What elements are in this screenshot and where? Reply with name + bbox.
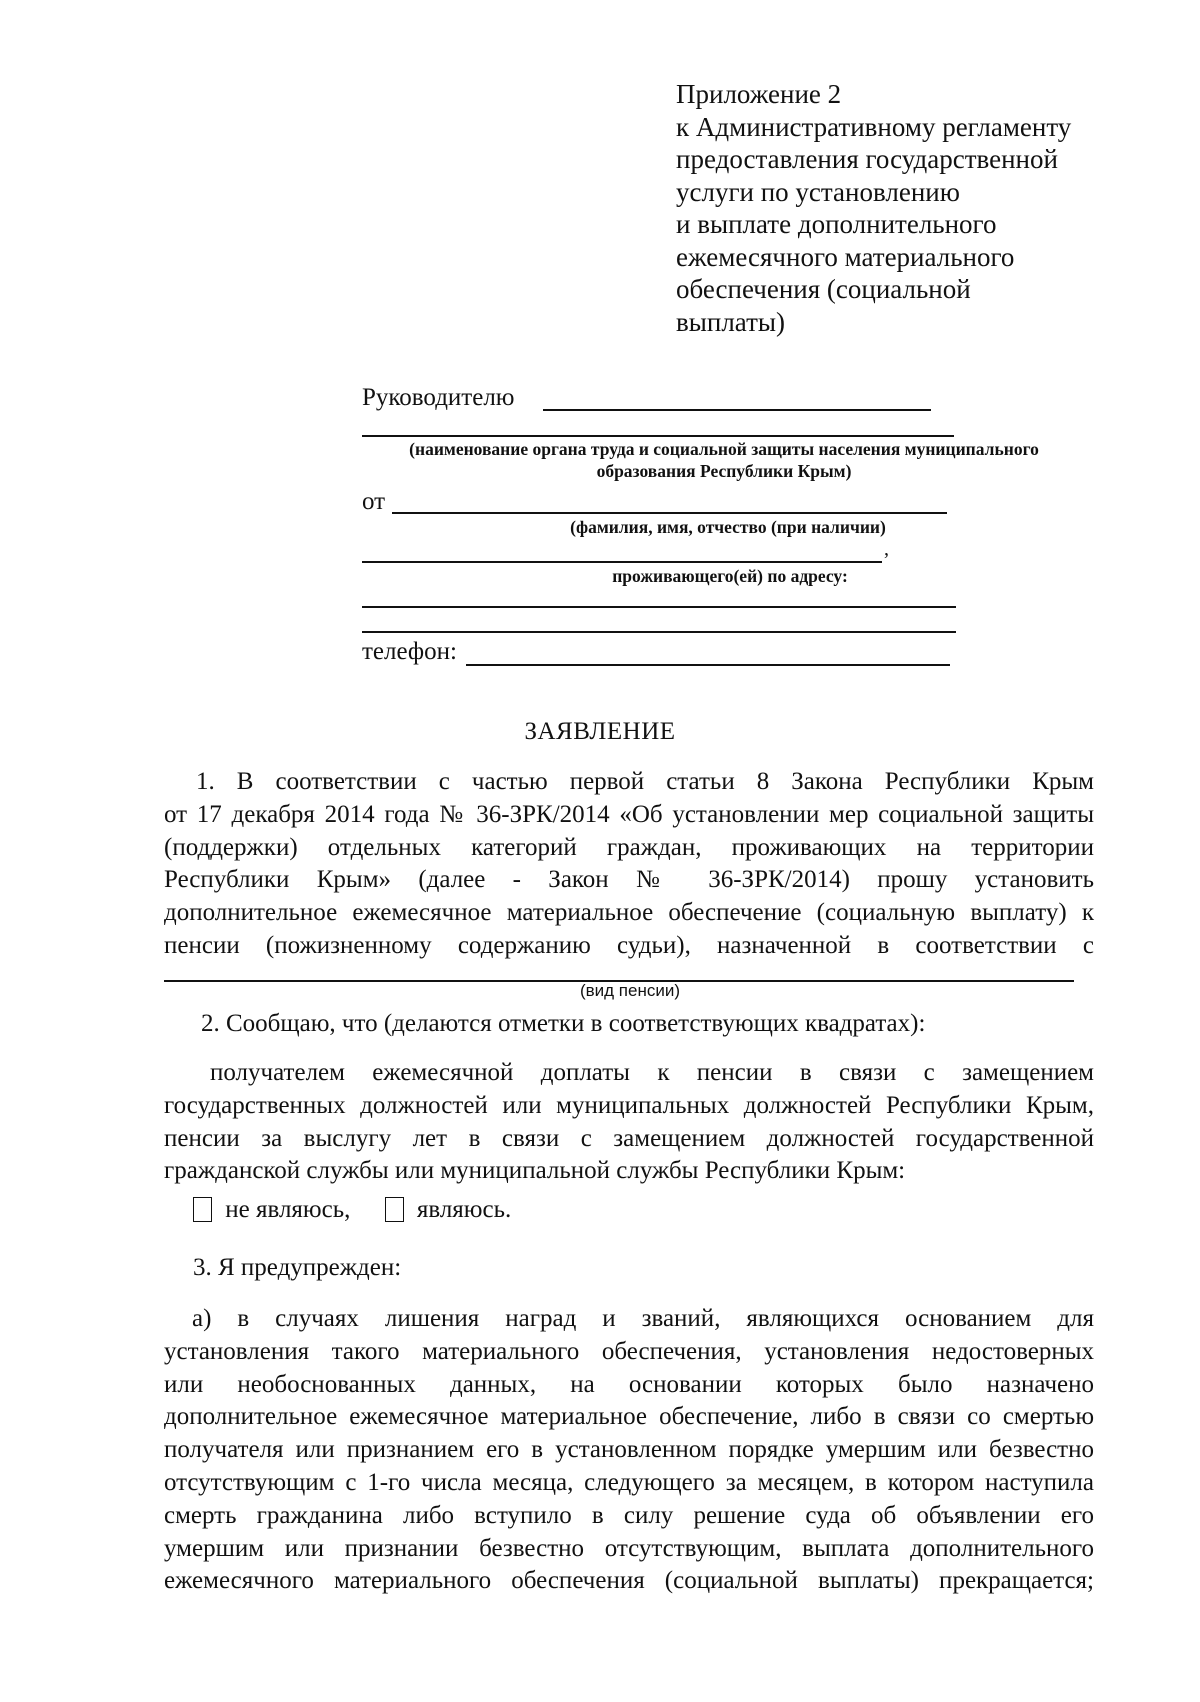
- paragraph-line: пенсии за выслугу лет в связи с замещением должностей государственной: [164, 1124, 1094, 1152]
- name-line-2[interactable]: [362, 561, 882, 563]
- paragraph-3-intro: 3. Я предупрежден:: [193, 1254, 402, 1281]
- paragraph-2-intro: 2. Сообщаю, что (делаются отметки в соответствующих квадратах):: [201, 1010, 926, 1037]
- appendix-line: обеспечения (социальной: [676, 274, 971, 304]
- appendix-block: [676, 78, 1136, 338]
- paragraph-line: получателем ежемесячной доплаты к пенсии в связи с замещением: [210, 1059, 1094, 1086]
- recipient-label: являюсь.: [416, 1196, 512, 1223]
- paragraph-line: ежемесячного материального обеспечения (социальной выплаты) прекращается;: [164, 1567, 1094, 1595]
- paragraph-line: дополнительное ежемесячное материальное обеспечение, либо в связи со смертью: [164, 1403, 1094, 1431]
- paragraph-line: смерть гражданина либо вступило в силу решение суда об объявлении его: [164, 1501, 1094, 1529]
- organ-line[interactable]: [362, 435, 954, 437]
- appendix-line: к Административному регламенту: [676, 111, 1072, 142]
- organ-caption-line: образования Республики Крым): [596, 461, 852, 481]
- phone-label: телефон:: [362, 638, 457, 665]
- to-label: Руководителю: [362, 384, 515, 411]
- to-name-line[interactable]: [543, 409, 931, 411]
- paragraph-line: 1. В соответствии с частью первой статьи 8 Закона Республики Крым: [196, 768, 1094, 795]
- organ-caption-line: (наименование органа труда и социальной защиты населения муниципального: [409, 439, 1039, 459]
- paragraph-line: отсутствующим с 1-го числа месяца, следующего за месяцем, в котором наступила: [164, 1468, 1094, 1496]
- paragraph-2: [164, 1057, 1094, 1188]
- name-caption: (фамилия, имя, отчество (при наличии): [570, 517, 886, 537]
- paragraph-3a: [164, 1303, 1094, 1598]
- paragraph-line: а) в случаях лишения наград и званий, являющихся основанием для: [192, 1305, 1094, 1332]
- paragraph-line: получателя или признанием его в установленном порядке умершим или безвестно: [164, 1436, 1094, 1464]
- appendix-line: услуги по установлению: [676, 176, 960, 207]
- comma: ,: [884, 538, 889, 560]
- organ-caption: [362, 438, 1086, 482]
- appendix-line: Приложение 2: [676, 79, 842, 109]
- address-line-2[interactable]: [362, 631, 956, 633]
- address-caption: проживающего(ей) по адресу:: [612, 566, 848, 586]
- pension-caption: (вид пенсии): [579, 981, 681, 1000]
- recipient-checkbox[interactable]: [385, 1197, 404, 1222]
- document-title: ЗАЯВЛЕНИЕ: [524, 718, 676, 745]
- address-line-1[interactable]: [362, 606, 956, 608]
- from-label: от: [362, 488, 386, 515]
- from-name-line[interactable]: [392, 512, 947, 514]
- status-options: [193, 1196, 511, 1224]
- paragraph-line: государственных должностей или муниципальных должностей Республики Крым,: [164, 1091, 1094, 1119]
- paragraph-line: дополнительное ежемесячное материальное обеспечение (социальную выплату) к: [164, 899, 1094, 927]
- paragraph-line: умершим или признании безвестно отсутствующим, выплата дополнительного: [164, 1534, 1094, 1562]
- paragraph-1: [164, 766, 1094, 963]
- paragraph-line: (поддержки) отдельных категорий граждан, проживающих на территории: [164, 833, 1094, 861]
- not-recipient-label: не являюсь,: [225, 1196, 351, 1223]
- paragraph-line: Республики Крым» (далее - Закон № 36-ЗРК/2014) прошу установить: [164, 866, 1094, 894]
- paragraph-line: от 17 декабря 2014 года № 36-ЗРК/2014 «Об установлении мер социальной защиты: [164, 800, 1094, 828]
- paragraph-line: установления такого материального обеспечения, установления недостоверных: [164, 1337, 1094, 1365]
- paragraph-line: или необоснованных данных, на основании которых было назначено: [164, 1370, 1094, 1398]
- appendix-line: предоставления государственной: [676, 144, 1058, 174]
- paragraph-line: гражданской службы или муниципальной службы Республики Крым:: [164, 1157, 906, 1185]
- appendix-line: выплаты): [676, 306, 786, 337]
- appendix-line: ежемесячного материального: [676, 241, 1015, 272]
- paragraph-line: пенсии (пожизненному содержанию судьи), назначенной в соответствии с: [164, 931, 1094, 959]
- not-recipient-checkbox[interactable]: [193, 1197, 212, 1222]
- phone-line[interactable]: [466, 664, 950, 666]
- appendix-line: и выплате дополнительного: [676, 209, 997, 239]
